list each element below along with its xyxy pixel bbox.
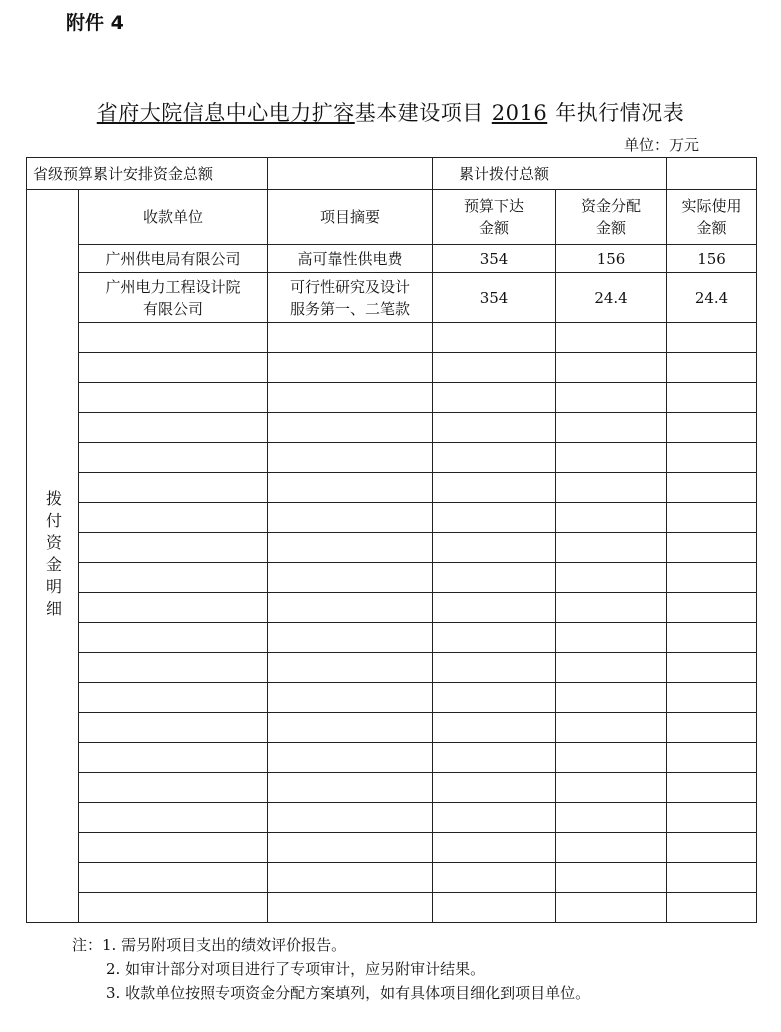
empty-row <box>27 683 757 713</box>
row2-payee <box>79 273 268 323</box>
row1-budget: 354 <box>433 245 556 273</box>
header-budget-line2: 金额 <box>479 219 510 237</box>
header-actual <box>667 190 757 245</box>
empty-row <box>27 893 757 923</box>
page-title <box>0 97 781 127</box>
title-part3: 年执行情况表 <box>555 101 685 125</box>
header-actual-line2: 金额 <box>696 219 727 237</box>
header-row <box>27 190 757 245</box>
empty-row <box>27 353 757 383</box>
row2-budget: 354 <box>433 273 556 323</box>
header-payee: 收款单位 <box>79 190 268 245</box>
empty-row <box>27 773 757 803</box>
empty-row <box>27 863 757 893</box>
row1-actual: 156 <box>667 245 757 273</box>
title-year: 2016 <box>491 101 548 125</box>
execution-table <box>26 157 757 923</box>
header-budget <box>433 190 556 245</box>
side-label-cell <box>27 190 79 923</box>
row2-actual: 24.4 <box>667 273 757 323</box>
header-actual-line1: 实际使用 <box>681 197 742 215</box>
row1-summary: 高可靠性供电费 <box>268 245 433 273</box>
paid-total-label: 累计拨付总额 <box>433 158 667 190</box>
empty-row <box>27 653 757 683</box>
row2-summary <box>268 273 433 323</box>
header-alloc <box>556 190 667 245</box>
header-alloc-line2: 金额 <box>596 219 627 237</box>
notes-prefix: 注： <box>72 936 103 954</box>
empty-row <box>27 593 757 623</box>
row2-summary-line1: 可行性研究及设计 <box>290 277 411 296</box>
empty-row <box>27 803 757 833</box>
title-part1: 省府大院信息中心电力扩容 <box>96 101 355 125</box>
empty-row <box>27 383 757 413</box>
row2-payee-line1: 广州电力工程设计院 <box>105 277 241 296</box>
empty-row <box>27 503 757 533</box>
empty-row <box>27 323 757 353</box>
empty-row <box>27 473 757 503</box>
note-3: 3. 收款单位按照专项资金分配方案填列，如有具体项目细化到项目单位。 <box>106 984 591 1002</box>
budget-total-label: 省级预算累计安排资金总额 <box>27 158 268 190</box>
row1-payee: 广州供电局有限公司 <box>79 245 268 273</box>
title-part2: 基本建设项目 <box>354 101 484 125</box>
unit-label: 单位：万元 <box>623 136 699 154</box>
table-row <box>27 245 757 273</box>
row1-alloc: 156 <box>556 245 667 273</box>
header-summary: 项目摘要 <box>268 190 433 245</box>
note-1-text: 1. 需另附项目支出的绩效评价报告。 <box>102 936 347 954</box>
note-1 <box>72 933 590 957</box>
paid-total-value <box>667 158 757 190</box>
empty-row <box>27 563 757 593</box>
header-alloc-line1: 资金分配 <box>581 197 642 215</box>
side-label: 拨付资金明细 <box>43 490 63 622</box>
header-budget-line1: 预算下达 <box>464 197 525 215</box>
summary-row <box>27 158 757 190</box>
attachment-label: 附件 4 <box>66 12 124 34</box>
empty-row <box>27 533 757 563</box>
budget-total-value <box>268 158 433 190</box>
table-row <box>27 273 757 323</box>
row2-payee-line2: 有限公司 <box>143 299 204 318</box>
notes <box>72 933 590 1005</box>
row2-alloc: 24.4 <box>556 273 667 323</box>
row2-summary-line2: 服务第一、二笔款 <box>290 299 411 318</box>
empty-row <box>27 623 757 653</box>
empty-row <box>27 713 757 743</box>
empty-row <box>27 443 757 473</box>
empty-row <box>27 833 757 863</box>
empty-row <box>27 743 757 773</box>
empty-row <box>27 413 757 443</box>
note-2: 2. 如审计部分对项目进行了专项审计，应另附审计结果。 <box>106 960 486 978</box>
